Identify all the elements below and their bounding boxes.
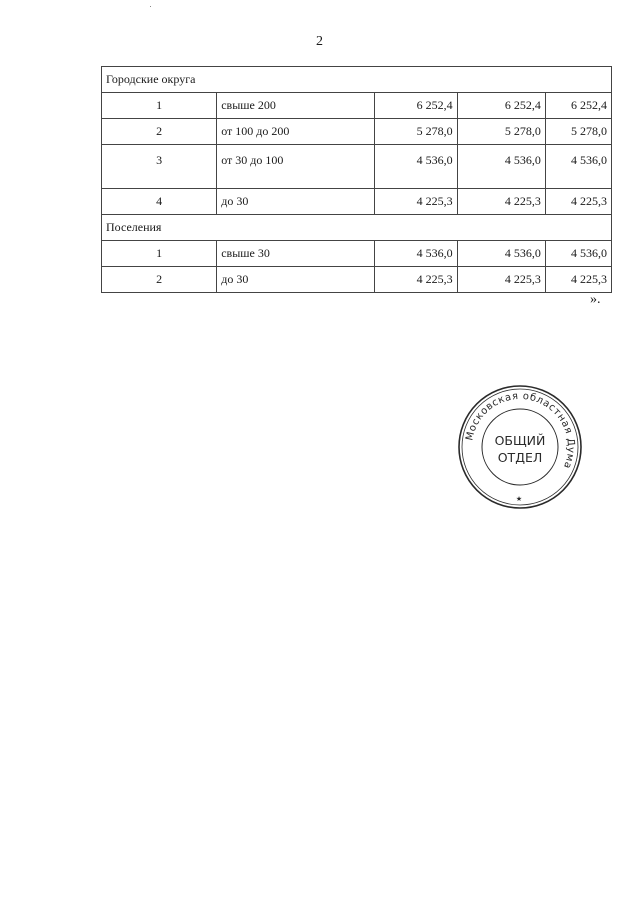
stamp-star-icon: ★ (515, 495, 523, 503)
group-header-row (102, 67, 612, 93)
table-row (102, 119, 612, 145)
value-cell: 4 536,0 (374, 145, 457, 189)
value-cell: 4 536,0 (457, 145, 545, 189)
row-label: свыше 30 (217, 241, 374, 267)
value-cell: 4 225,3 (545, 267, 611, 293)
stamp-seal-graphic (457, 384, 583, 510)
tariff-table (101, 66, 612, 293)
stamp-center-line1: ОБЩИЙ (494, 433, 546, 448)
row-label: до 30 (217, 189, 374, 215)
value-cell: 6 252,4 (545, 93, 611, 119)
table-row (102, 241, 612, 267)
row-label: от 30 до 100 (217, 145, 374, 189)
row-number: 3 (102, 145, 217, 189)
page-number: 2 (316, 34, 323, 49)
value-cell: 5 278,0 (545, 119, 611, 145)
value-cell: 4 225,3 (545, 189, 611, 215)
table-row (102, 189, 612, 215)
official-stamp (457, 384, 583, 510)
value-cell: 5 278,0 (457, 119, 545, 145)
value-cell: 4 536,0 (457, 241, 545, 267)
value-cell: 4 225,3 (374, 189, 457, 215)
value-cell: 6 252,4 (457, 93, 545, 119)
value-cell: 4 225,3 (457, 189, 545, 215)
table-row (102, 93, 612, 119)
value-cell: 6 252,4 (374, 93, 457, 119)
scan-speck (150, 6, 151, 7)
table-row (102, 267, 612, 293)
row-number: 2 (102, 119, 217, 145)
row-number: 1 (102, 241, 217, 267)
group-title: Поселения (102, 215, 612, 241)
row-label: от 100 до 200 (217, 119, 374, 145)
row-number: 1 (102, 93, 217, 119)
group-title: Городские округа (102, 67, 612, 93)
value-cell: 4 536,0 (545, 145, 611, 189)
value-cell: 5 278,0 (374, 119, 457, 145)
row-number: 4 (102, 189, 217, 215)
table-row (102, 145, 612, 189)
row-label: свыше 200 (217, 93, 374, 119)
closing-quote-mark: ». (590, 292, 601, 307)
value-cell: 4 225,3 (457, 267, 545, 293)
stamp-center-line2: ОТДЕЛ (497, 450, 543, 465)
value-cell: 4 225,3 (374, 267, 457, 293)
row-label: до 30 (217, 267, 374, 293)
row-number: 2 (102, 267, 217, 293)
stamp-ring-text: Московская областная Дума (464, 390, 577, 471)
value-cell: 4 536,0 (374, 241, 457, 267)
group-header-row (102, 215, 612, 241)
value-cell: 4 536,0 (545, 241, 611, 267)
